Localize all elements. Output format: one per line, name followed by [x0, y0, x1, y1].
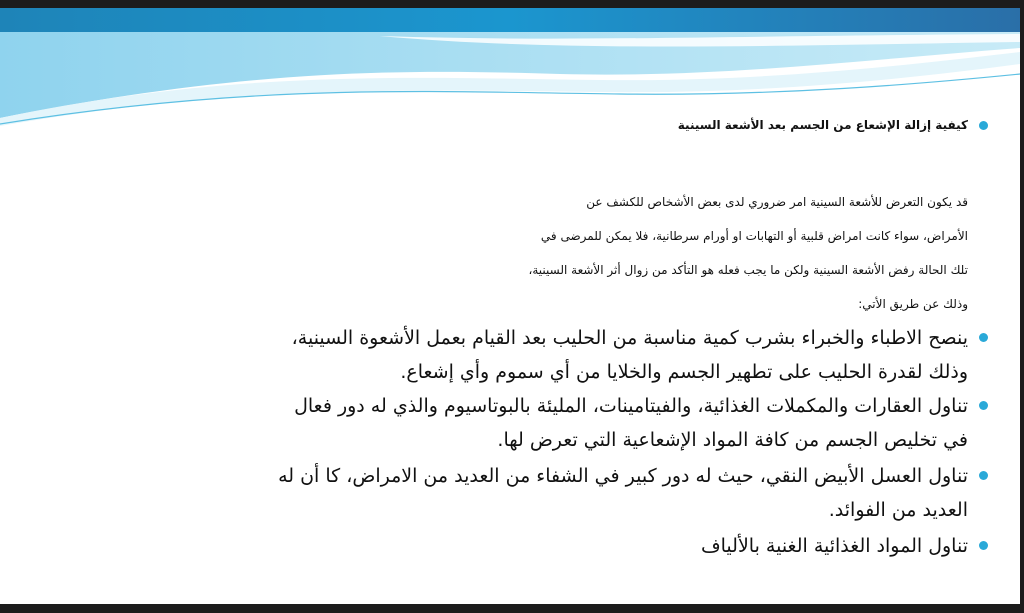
list-item-line: تناول العقارات والمكملات الغذائية، والفيتامينات، المليئة بالبوتاسيوم والذي له دور فعال: [294, 395, 968, 417]
bullet-icon: [979, 471, 988, 480]
slide-content: [0, 8, 1020, 604]
intro-line: وذلك عن طريق الأتي:: [858, 297, 968, 311]
slide-title: كيفية إزالة الإشعاع من الجسم بعد الأشعة السينية: [677, 118, 968, 132]
intro-line: تلك الحالة رفض الأشعة السينية ولكن ما يجب فعله هو التأكد من زوال أثر الأشعة السينية،: [528, 263, 968, 277]
list-item: [33, 389, 968, 457]
list-item-line: العديد من الفوائد.: [828, 499, 968, 521]
list-item-line: تناول العسل الأبيض النقي، حيث له دور كبير في الشفاء من العديد من الامراض، كا أن له: [278, 465, 968, 487]
list-item: [33, 459, 968, 527]
intro-line: الأمراض، سواء كانت امراض قلبية أو التهابات او أورام سرطانية، فلا يمكن للمرضى في: [540, 229, 968, 243]
intro-paragraph: [28, 185, 968, 321]
bullet-icon: [979, 541, 988, 550]
list-item-line: وذلك لقدرة الحليب على تطهير الجسم والخلايا من أي سموم وأي إشعاع.: [400, 361, 968, 383]
list-item-line: ينصح الاطباء والخبراء بشرب كمية مناسبة من الحليب بعد القيام بعمل الأشعوة السينية،: [291, 327, 968, 349]
intro-line: قد يكون التعرض للأشعة السينية امر ضروري لدى بعض الأشخاص للكشف عن: [586, 195, 968, 209]
list-item-line: في تخليص الجسم من كافة المواد الإشعاعية التي تعرض لها.: [497, 429, 968, 451]
list-item-line: تناول المواد الغذائية الغنية بالألياف: [700, 535, 968, 557]
presentation-slide: [0, 8, 1020, 604]
bullet-icon: [979, 333, 988, 342]
bullet-icon: [979, 121, 988, 130]
list-item: [33, 529, 968, 563]
slide-title-row: [33, 111, 968, 139]
bullet-icon: [979, 401, 988, 410]
list-item: [33, 321, 968, 389]
